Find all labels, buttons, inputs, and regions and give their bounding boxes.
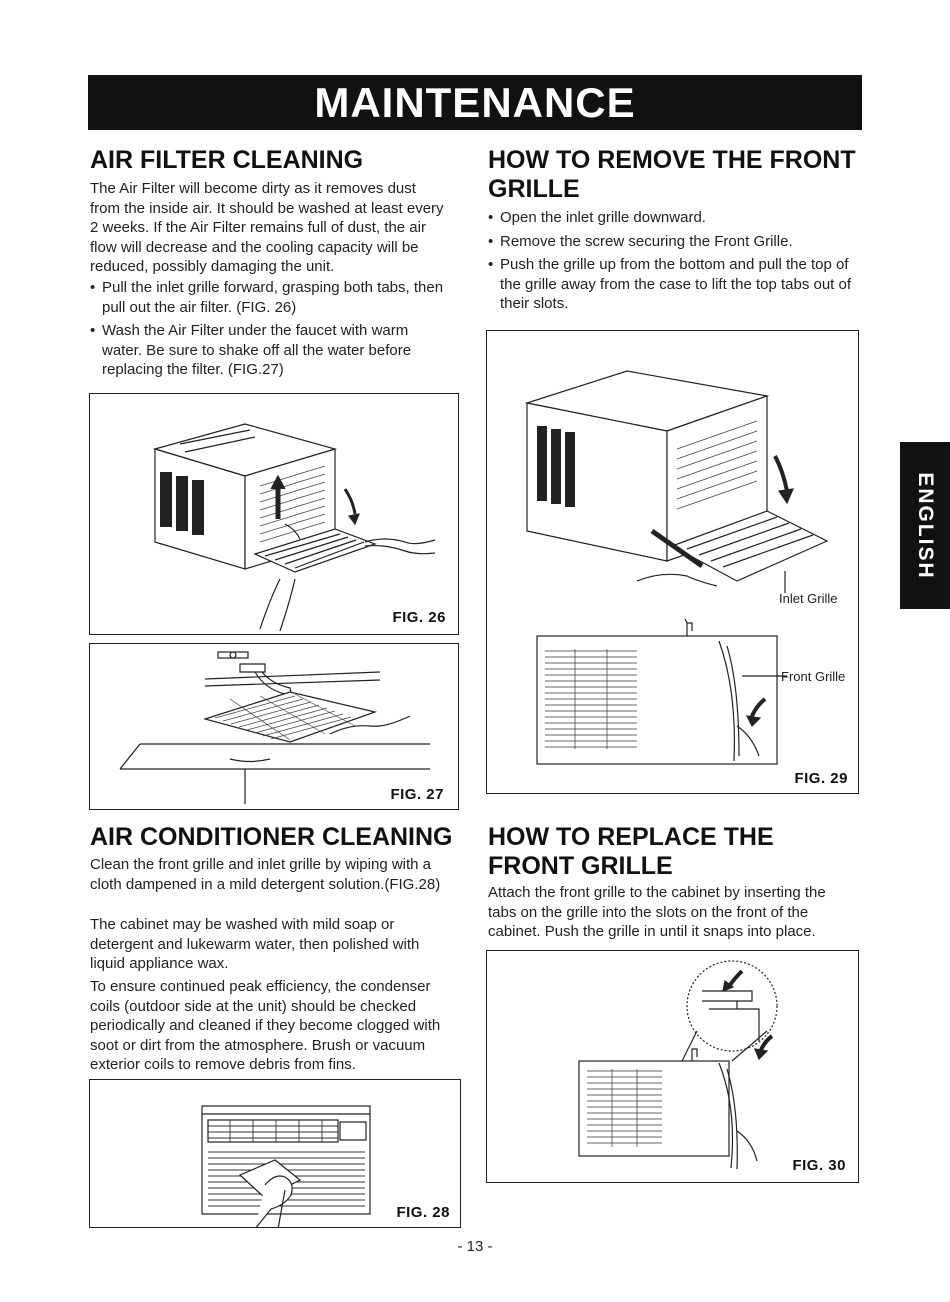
section-banner	[88, 75, 862, 130]
replace-grille-text: Attach the front grille to the cabinet by inserting the tabs on the grille into the slots on the front of the cabinet. Push the grille in until it snaps into place.	[488, 884, 826, 940]
language-tab-label: ENGLISH	[914, 471, 937, 580]
air-filter-steps	[90, 278, 445, 384]
figure-26	[89, 393, 459, 635]
ac-cleaning-paragraph-3: To ensure continued peak efficiency, the condenser coils (outdoor side at the unit) should be checked periodically and cleaned if they become clogged with soot or dirt from the atmosphere. Brush or vacuum exterior coils to remove debris from fins.	[90, 978, 441, 1073]
banner-title: MAINTENANCE	[314, 79, 636, 126]
remove-grille-heading: HOW TO REMOVE THE FRONT GRILLE	[488, 146, 856, 203]
air-filter-step: • Wash the Air Filter under the faucet with warm water. Be sure to shake off all the water before replacing the filter. (FIG.27)	[90, 321, 445, 380]
figure-27	[89, 643, 459, 810]
remove-grille-step: • Remove the screw securing the Front Grille.	[488, 232, 853, 252]
remove-grille-steps	[488, 208, 853, 318]
front-grille-callout: Front Grille	[781, 669, 846, 684]
ac-cleaning-paragraph-1: Clean the front grille and inlet grille by wiping with a cloth dampened in a mild detergent solution.(FIG.28)	[90, 856, 441, 893]
figure-30	[486, 950, 859, 1183]
inlet-grille-callout: Inlet Grille	[779, 591, 838, 606]
air-filter-heading: AIR FILTER CLEANING	[90, 146, 364, 174]
remove-grille-step: • Push the grille up from the bottom and pull the top of the grille away from the case to lift the top tabs out of their slots.	[488, 255, 853, 314]
fig-29-label: FIG. 29	[794, 770, 848, 787]
figure-28	[89, 1079, 461, 1228]
fig-26-label: FIG. 26	[392, 609, 446, 626]
air-filter-step: • Pull the inlet grille forward, grasping both tabs, then pull out the air filter. (FIG. 26)	[90, 278, 445, 317]
fig-27-label: FIG. 27	[390, 786, 444, 803]
air-filter-intro: The Air Filter will become dirty as it removes dust from the inside air. It should be washed at least every 2 weeks. If the Air Filter remains full of dust, the air flow will decrease and the cooling capacity will be reduced, possibly damaging the unit.	[90, 180, 444, 275]
figure-29	[486, 330, 859, 794]
fig-30-label: FIG. 30	[792, 1157, 846, 1174]
fig-28-label: FIG. 28	[396, 1204, 450, 1221]
grille-replacement-illustration	[487, 951, 859, 1183]
ac-cleaning-paragraph-2: The cabinet may be washed with mild soap or detergent and lukewarm water, then polished with liquid appliance wax.	[90, 916, 420, 972]
ac-cleaning-heading: AIR CONDITIONER CLEANING	[90, 823, 453, 851]
grille-removal-illustration	[487, 331, 859, 794]
replace-grille-heading: HOW TO REPLACE THE FRONT GRILLE	[488, 823, 774, 880]
page-number: - 13 -	[457, 1238, 493, 1255]
filter-removal-illustration	[90, 394, 459, 635]
remove-grille-step: • Open the inlet grille downward.	[488, 208, 853, 228]
language-tab	[900, 442, 950, 609]
